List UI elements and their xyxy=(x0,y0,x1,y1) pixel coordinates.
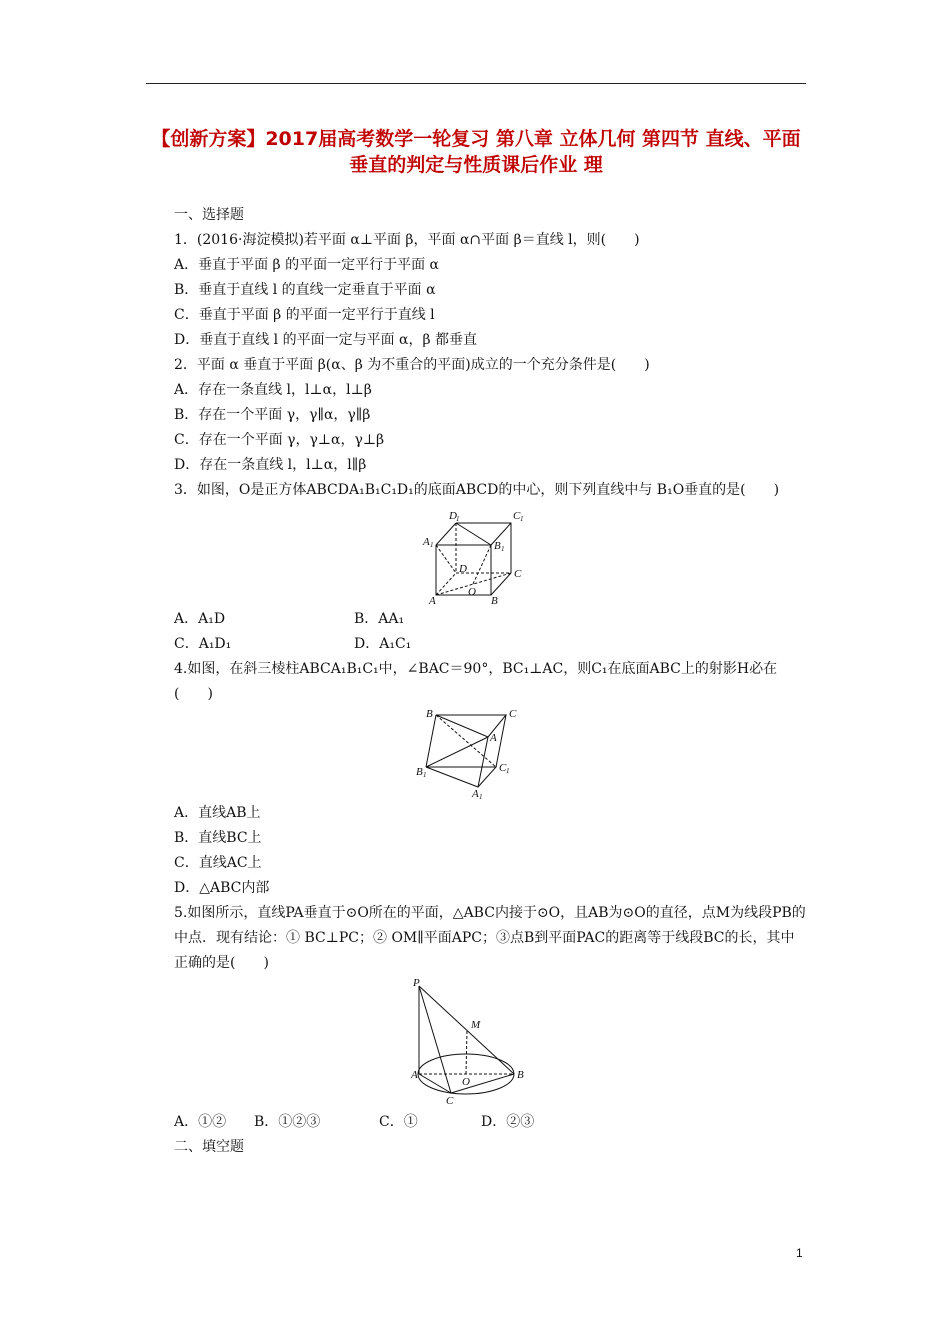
question-1-option-d: D．垂直于直线 l 的平面一定与平面 α，β 都垂直 xyxy=(174,332,478,348)
question-2-option-a: A．存在一条直线 l，l⊥α，l⊥β xyxy=(174,382,372,398)
svg-text:1: 1 xyxy=(423,771,427,779)
label-b: B xyxy=(517,1069,524,1081)
svg-text:1: 1 xyxy=(520,515,524,523)
question-3-option-c: C．A₁D₁ xyxy=(174,636,232,652)
label-a1: A xyxy=(472,788,479,799)
cube-figure xyxy=(421,505,531,605)
question-4-stem: 4.如图，在斜三棱柱ABCA₁B₁C₁中，∠BAC＝90°，BC₁⊥AC，则C₁在底面ABC上的射影H必在( ) xyxy=(174,661,778,702)
label-b1: B xyxy=(416,766,423,778)
prism-figure xyxy=(416,709,536,799)
svg-text:1: 1 xyxy=(456,515,460,523)
label-o: O xyxy=(462,1076,470,1088)
label-a: A xyxy=(429,595,436,605)
document-body xyxy=(146,203,806,1160)
svg-text:1: 1 xyxy=(506,767,510,775)
label-d1: D xyxy=(449,510,457,522)
question-5-option-c: C．① xyxy=(379,1114,418,1130)
label-c1: C xyxy=(499,762,507,774)
section-heading-fill-in: 二、填空题 xyxy=(174,1139,244,1155)
question-5-options xyxy=(146,1110,806,1135)
label-d: D xyxy=(459,563,467,575)
question-5-option-d: D．②③ xyxy=(481,1114,535,1130)
label-a1: A xyxy=(423,536,430,548)
label-o: O xyxy=(468,586,476,598)
document-title: 【创新方案】2017届高考数学一轮复习 第八章 立体几何 第四节 直线、平面垂直的判定与性质课后作业 理 xyxy=(151,128,801,176)
label-b1: B xyxy=(494,540,501,552)
question-5-stem: 5.如图所示，直线PA垂直于⊙O所在的平面，△ABC内接于⊙O，且AB为⊙O的直径，点M为线段PB的中点．现有结论：① BC⊥PC；② OM∥平面APC；③点B到平面PAC的距离等于线段BC的长，其中正确的是( ) xyxy=(174,905,806,971)
label-a: A xyxy=(411,1069,418,1081)
label-c: C xyxy=(509,709,517,720)
section-heading-choice: 一、选择题 xyxy=(174,207,244,223)
svg-text:1: 1 xyxy=(430,541,434,549)
question-1-stem: 1．(2016·海淀模拟)若平面 α⊥平面 β，平面 α∩平面 β＝直线 l，则( ) xyxy=(174,232,640,248)
question-3-options-row-1 xyxy=(146,607,806,632)
question-3-options-row-2 xyxy=(146,632,806,657)
question-3-option-a: A．A₁D xyxy=(174,611,226,627)
question-2-option-c: C．存在一个平面 γ，γ⊥α，γ⊥β xyxy=(174,432,385,448)
question-1-option-c: C．垂直于平面 β 的平面一定平行于直线 l xyxy=(174,307,435,323)
question-1-option-a: A．垂直于平面 β 的平面一定平行于平面 α xyxy=(174,257,440,273)
page-number: 1 xyxy=(796,1246,803,1260)
label-c: C xyxy=(514,568,522,580)
label-c1: C xyxy=(513,510,521,522)
question-4-option-b: B．直线BC上 xyxy=(174,830,262,846)
cone-figure xyxy=(411,978,541,1108)
svg-text:1: 1 xyxy=(501,545,505,553)
question-3-option-d: D．A₁C₁ xyxy=(354,636,412,652)
question-4-option-a: A．直线AB上 xyxy=(174,805,261,821)
header-rule xyxy=(146,83,806,84)
label-p: P xyxy=(413,978,420,989)
question-3-option-b: B．AA₁ xyxy=(354,611,405,627)
label-c: C xyxy=(446,1095,454,1107)
question-5-option-b: B．①②③ xyxy=(254,1114,321,1130)
label-a: A xyxy=(490,732,497,744)
question-2-option-d: D．存在一条直线 l，l⊥α，l∥β xyxy=(174,457,367,473)
question-1-option-b: B．垂直于直线 l 的直线一定垂直于平面 α xyxy=(174,282,436,298)
label-b: B xyxy=(426,709,433,720)
question-2-stem: 2．平面 α 垂直于平面 β(α、β 为不重合的平面)成立的一个充分条件是( ) xyxy=(174,357,650,373)
question-2-option-b: B．存在一个平面 γ，γ∥α，γ∥β xyxy=(174,407,371,423)
svg-text:1: 1 xyxy=(479,793,483,799)
question-3-stem: 3．如图，O是正方体ABCDA₁B₁C₁D₁的底面ABCD的中心，则下列直线中与 B₁O垂直的是( ) xyxy=(174,482,780,498)
question-4-option-d: D．△ABC内部 xyxy=(174,880,270,896)
question-4-option-c: C．直线AC上 xyxy=(174,855,262,871)
label-b: B xyxy=(491,595,498,605)
label-m: M xyxy=(471,1019,481,1031)
question-5-option-a: A．①② xyxy=(174,1114,227,1130)
